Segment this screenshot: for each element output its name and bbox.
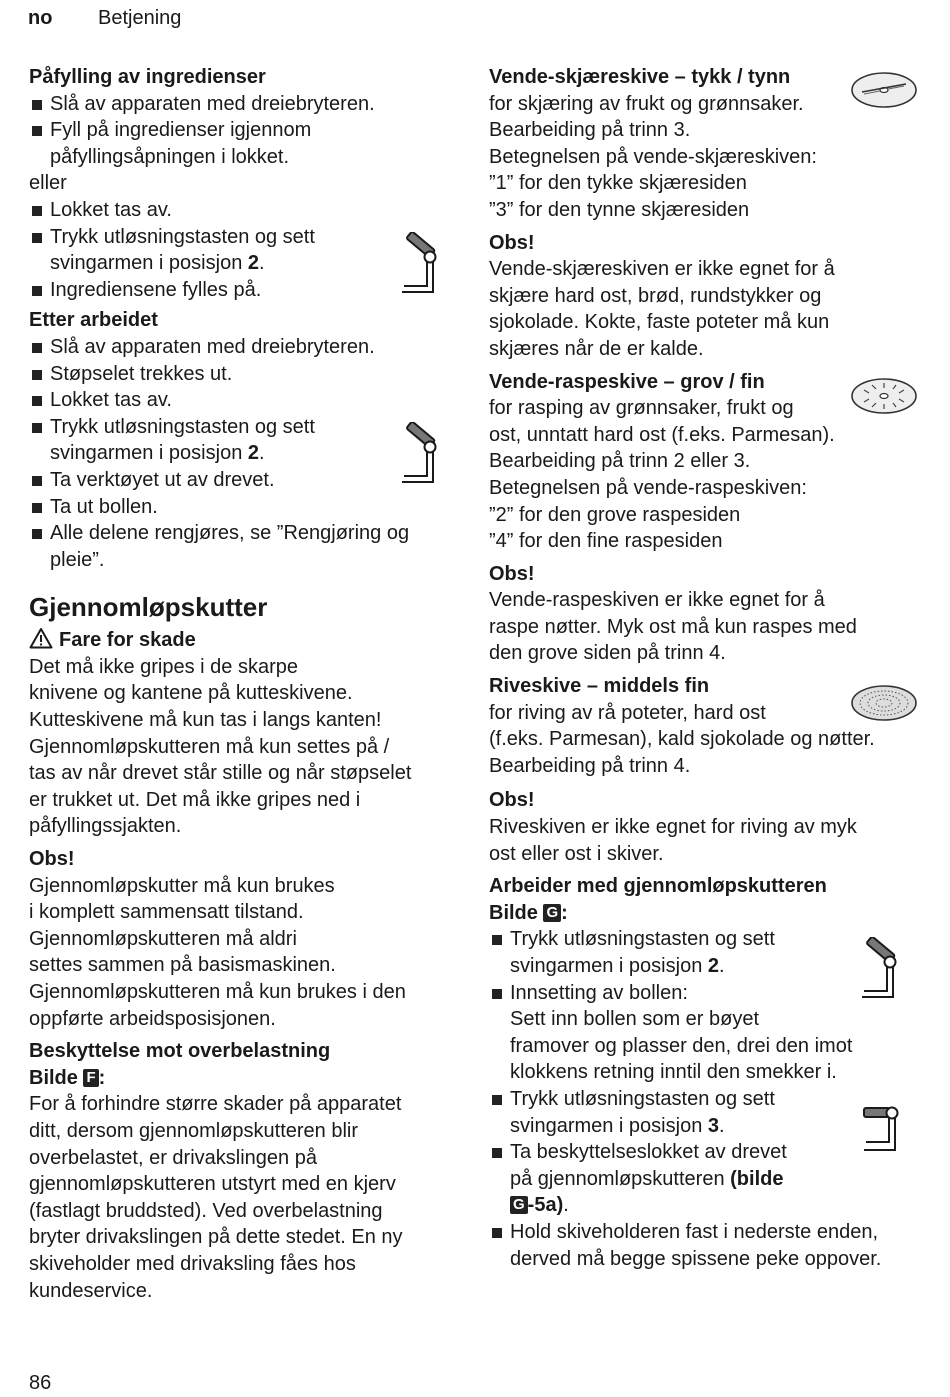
- working-figure-ref: Bilde G :: [489, 901, 568, 924]
- fill-heading: Påfylling av ingredienser: [29, 66, 266, 88]
- list-item: Trykk utløsningstasten og sett svingarmen i posisjon 3.: [489, 1086, 929, 1139]
- obs-heading: Obs!: [489, 789, 535, 812]
- protection-figure-ref: Bilde F :: [29, 1066, 106, 1089]
- swivel-arm-position-2-icon: [398, 422, 444, 488]
- list-item: Støpselet trekkes ut.: [29, 361, 469, 388]
- list-item: Trykk utløsningstasten og sett svingarmen i posisjon 2.: [489, 926, 929, 979]
- grater-disc-heading: Riveskive – middels fin: [489, 675, 710, 698]
- list-item: Ta beskyttelseslokket av drevet på gjennomløpskutteren (bilde G -5a).: [489, 1139, 929, 1219]
- grating-disc-icon: [850, 376, 918, 416]
- warning-heading: Fare for skade: [29, 627, 469, 654]
- protection-text: For å forhindre større skader på apparatet ditt, dersom gjennomløpskutteren blir overbelastet, er drivakslingen på gjennomløpskutteren utstyrt med en kjerv (fastlagt bruddsted). Ved overbelastning bryter drivakslingen på dette stedet. En ny skiveholder med drivaksling fåes hos kundeservice.: [29, 1093, 403, 1302]
- obs-text: Riveskiven er ikke egnet for riving av myk ost eller ost i skiver.: [489, 816, 857, 865]
- list-item: Innsetting av bollen: Sett inn bollen som er bøyet framover og plasser den, drei den imot klokkens retning inntil den smekker i.: [489, 980, 929, 1086]
- obs-text: Vende-skjæreskiven er ikke egnet for å skjære hard ost, brød, rundstykker og sjokolade. Kokte, faste poteter må kun skjæres når de er kalde.: [489, 258, 835, 360]
- page-header: [28, 5, 182, 32]
- grater-disc-icon: [850, 683, 918, 723]
- list-item: Lokket tas av.: [29, 197, 469, 224]
- grating-disc-heading: Vende-raspeskive – grov / fin: [489, 370, 765, 393]
- swivel-arm-position-2-icon: [398, 232, 444, 298]
- list-item: Hold skiveholderen fast i nederste enden, derved må begge spissene peke oppover.: [489, 1219, 929, 1272]
- swivel-arm-position-2-icon: [858, 937, 904, 1003]
- after-heading: Etter arbeidet: [29, 309, 158, 332]
- obs-heading: Obs!: [29, 848, 75, 871]
- right-column: [489, 64, 929, 1272]
- main-heading: Gjennomløpskutter: [29, 592, 268, 623]
- warning-icon: [29, 627, 53, 649]
- working-heading: Arbeider med gjennomløpskutteren: [489, 875, 827, 898]
- section-title: Betjening: [98, 7, 182, 29]
- protection-heading: Beskyttelse mot overbelastning: [29, 1040, 331, 1063]
- obs-heading: Obs!: [489, 562, 535, 585]
- list-item: Slå av apparaten med dreiebryteren.: [29, 334, 469, 361]
- swivel-arm-position-3-icon: [858, 1104, 904, 1156]
- figure-badge: G: [510, 1196, 528, 1214]
- list-item: Alle delene rengjøres, se ”Rengjøring og pleie”.: [29, 520, 469, 573]
- obs-heading: Obs!: [489, 231, 535, 254]
- slicing-disc-icon: [850, 70, 918, 110]
- grater-disc-text: for riving av rå poteter, hard ost (f.eks. Parmesan), kald sjokolade og nøtter. Bearbeiding på trinn 4.: [489, 701, 875, 777]
- list-item: Fyll på ingredienser igjennom påfyllingsåpningen i lokket.: [29, 117, 469, 170]
- list-item: Ta verktøyet ut av drevet.: [29, 467, 469, 494]
- list-item: Trykk utløsningstasten og sett svingarmen i posisjon 2.: [29, 224, 469, 277]
- list-item: Ingrediensene fylles på.: [29, 277, 469, 304]
- obs-text: Vende-raspeskiven er ikke egnet for å raspe nøtter. Myk ost må kun raspes med den grove siden på trinn 4.: [489, 589, 857, 665]
- list-item: Trykk utløsningstasten og sett svingarmen i posisjon 2.: [29, 414, 469, 467]
- grating-disc-text: for rasping av grønnsaker, frukt og ost, unntatt hard ost (f.eks. Parmesan). Bearbeiding på trinn 2 eller 3. Betegnelsen på vende-raspeskiven: ”2” for den grove raspesiden ”4” for den fine raspesiden: [489, 397, 835, 553]
- page-number: 86: [29, 1372, 52, 1394]
- fill-or: eller: [29, 172, 67, 195]
- warning-text: Det må ikke gripes i de skarpe knivene og kantene på kutteskivene. Kutteskivene må kun tas i langs kanten! Gjennomløpskutteren må kun settes på / tas av når drevet står stille og når støpselet er trukket ut. Det må ikke gripes ned i påfyllingssjakten.: [29, 655, 412, 838]
- figure-badge: F: [83, 1069, 98, 1087]
- slicing-disc-text: for skjæring av frukt og grønnsaker. Bearbeiding på trinn 3. Betegnelsen på vende-skjæreskiven: ”1” for den tykke skjæresiden ”3” for den tynne skjæresiden: [489, 92, 817, 221]
- slicing-disc-heading: Vende-skjæreskive – tykk / tynn: [489, 66, 791, 88]
- list-item: Lokket tas av.: [29, 387, 469, 414]
- figure-badge: G: [543, 904, 561, 922]
- obs-text: Gjennomløpskutter må kun brukes i komplett sammensatt tilstand. Gjennomløpskutteren må aldri settes sammen på basismaskinen. Gjennomløpskutteren må kun brukes i den oppførte arbeidsposisjonen.: [29, 874, 406, 1030]
- language-code: no: [28, 7, 53, 29]
- list-item: Slå av apparaten med dreiebryteren.: [29, 91, 469, 118]
- list-item: Ta ut bollen.: [29, 494, 469, 521]
